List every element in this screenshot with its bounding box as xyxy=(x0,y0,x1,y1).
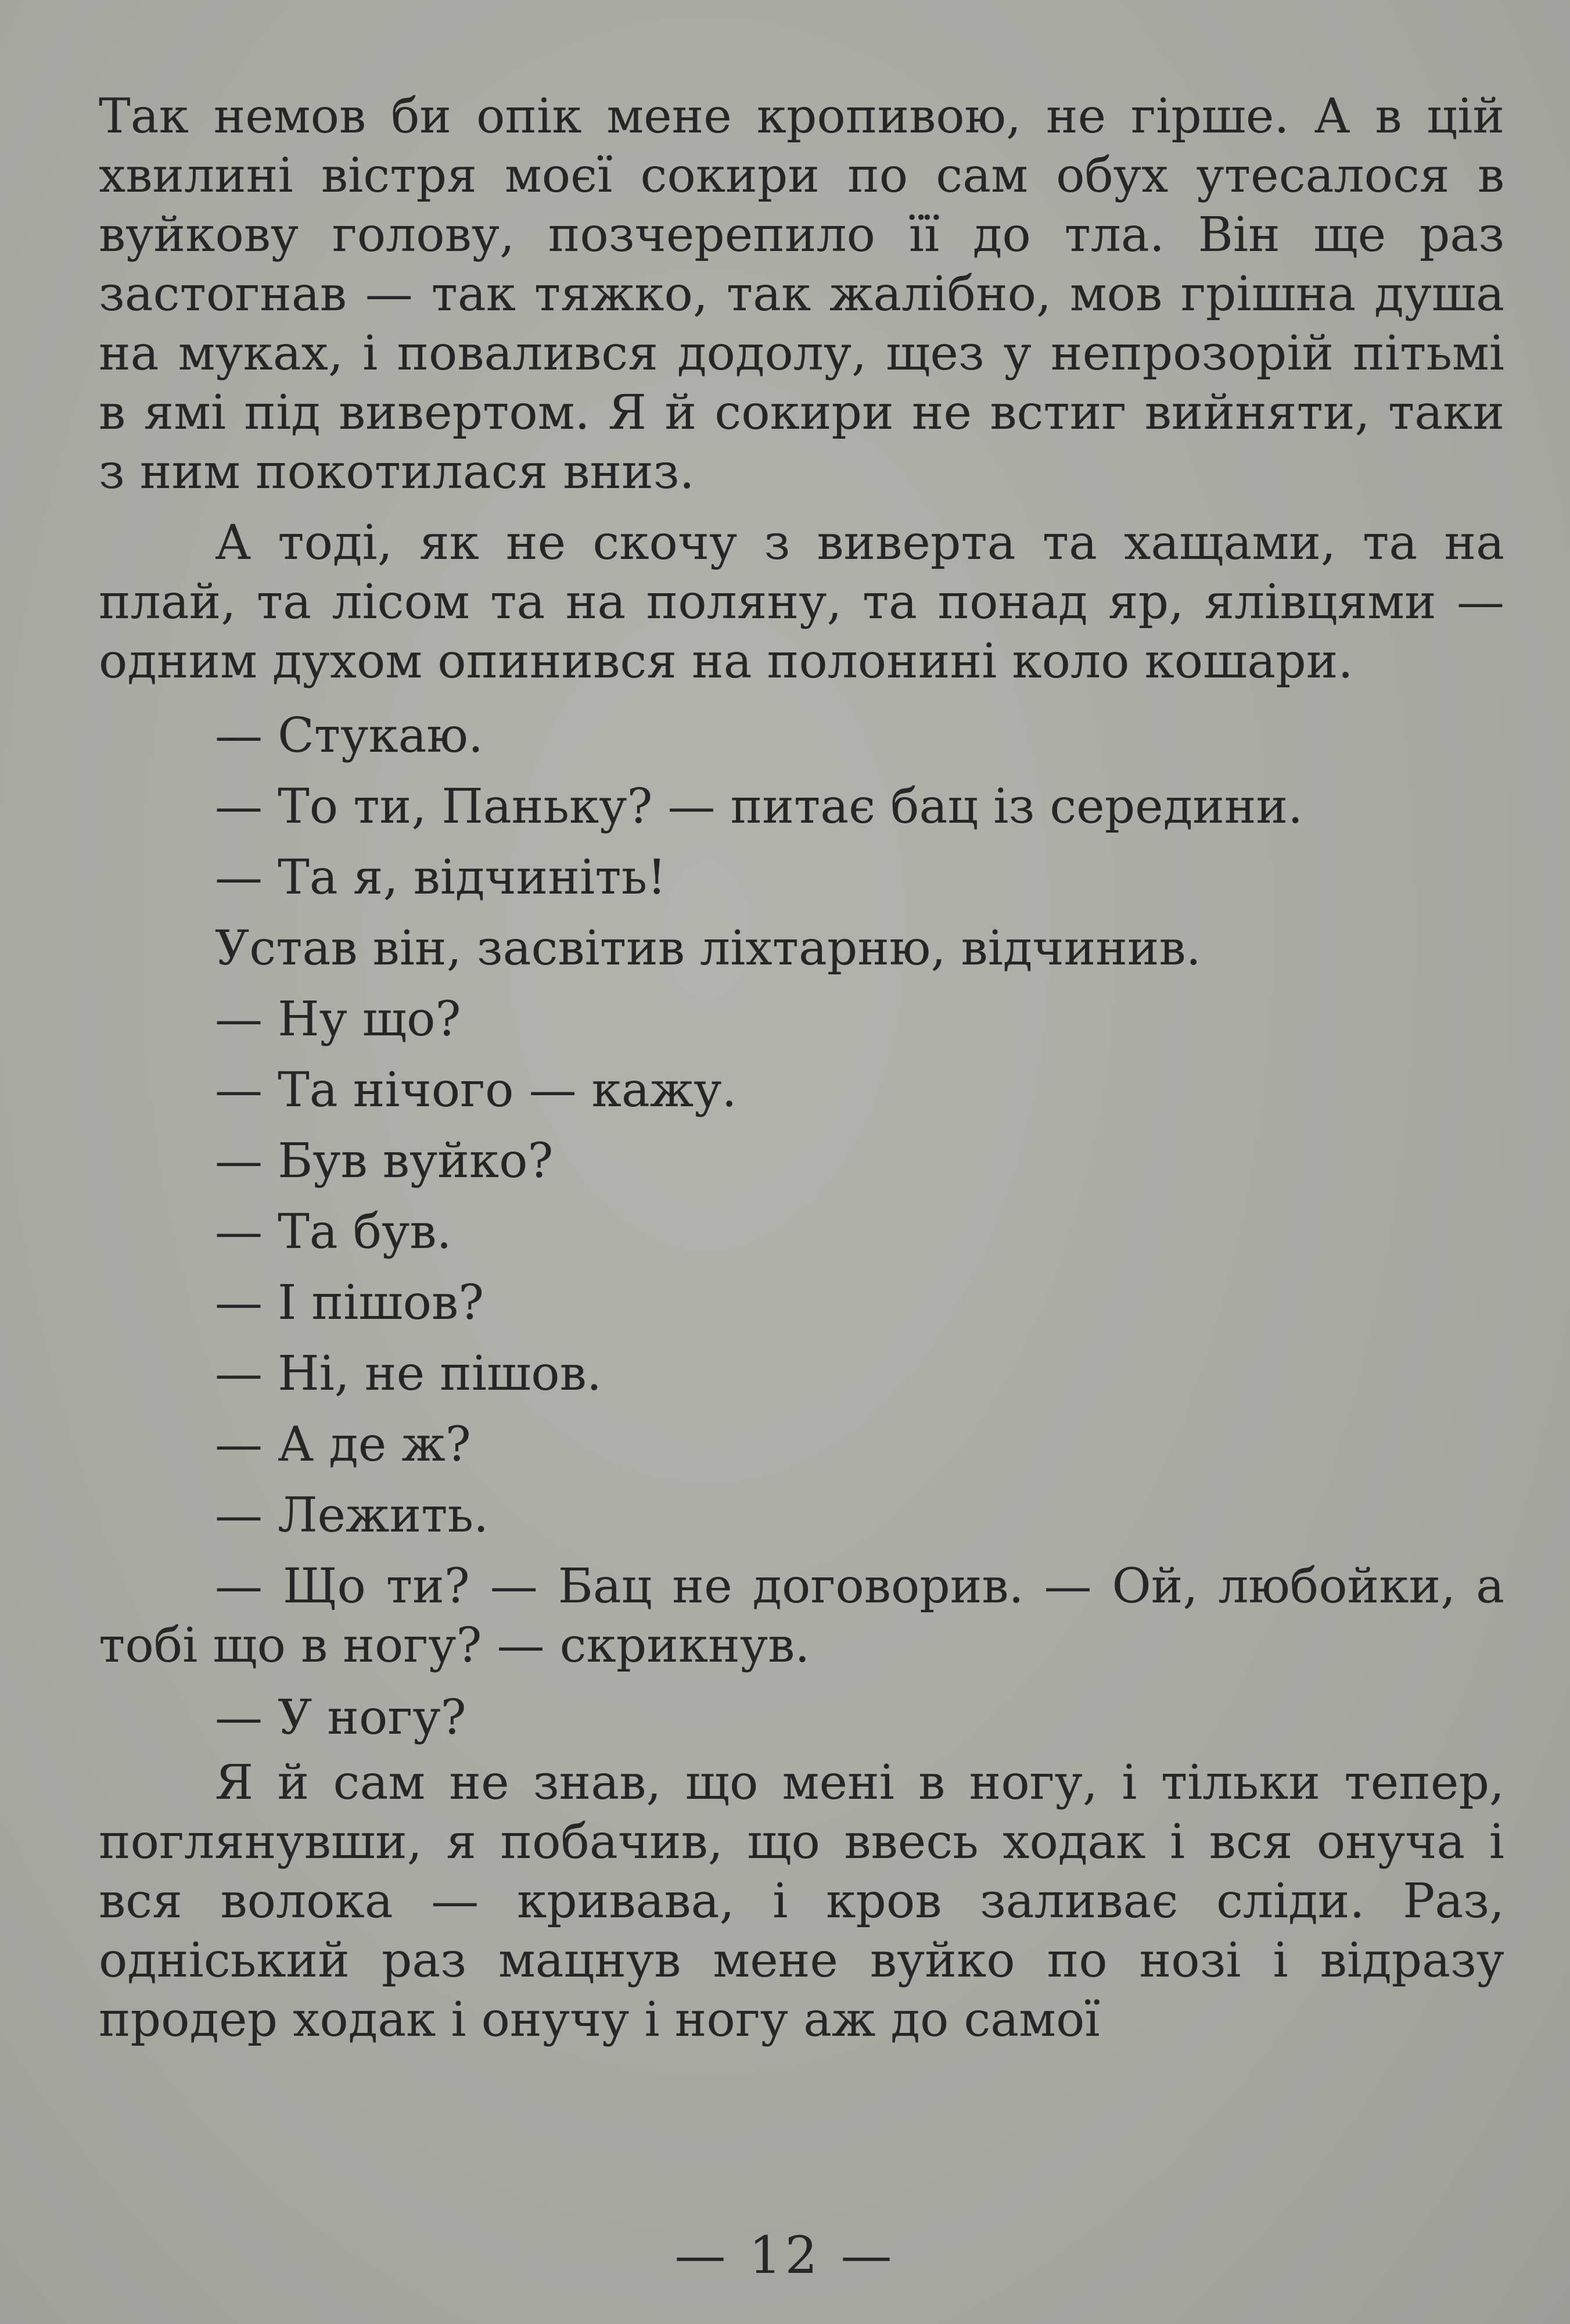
dialogue-line: — У ногу? xyxy=(215,1690,466,1745)
dialogue-line: — Був вуйко? xyxy=(215,1134,554,1189)
paragraph-wound: Я й сам не знав, що мені в ногу, і тільки тепер, поглянувши, я побачив, що ввесь ходак і вся онуча і вся волока — кривава, і кров заливає сліди. Раз, одніський раз мацнув мене вуйко по нозі і відразу продер ходак і онучу і ногу аж до самої xyxy=(99,1755,1504,2047)
dialogue-line: — А де ж? xyxy=(215,1417,471,1472)
dialogue-line: — Та був. xyxy=(215,1204,452,1260)
dialogue-line: — То ти, Паньку? — питає бац із середини. xyxy=(215,779,1303,834)
narration-line: Устав він, засвітив ліхтарню, відчинив. xyxy=(215,921,1201,976)
page-text xyxy=(99,87,1504,2050)
paragraph-opening: Так немов би опік мене кропивою, не гірше. А в цій хвилині вістря моєї сокири по сам обух утесалося в вуйкову голову, позчерепило її до тла. Він ще раз застогнав — так тяжко, так жалібно, мов грішна душа на муках, і повалився додолу, щез у непрозорій пітьмі в ямі під вивертом. Я й сокири не встиг вийняти, таки з ним покотилася вниз. xyxy=(99,89,1504,500)
page-number: — 12 — xyxy=(674,2225,896,2285)
dialogue-line: — І пішов? xyxy=(215,1275,484,1330)
dialogue-line: — Ні, не пішов. xyxy=(215,1346,602,1401)
dialogue-line: — Та нічого — кажу. xyxy=(215,1063,737,1118)
dialogue-line: — Стукаю. xyxy=(215,708,484,763)
paragraph-escape: А тоді, як не скочу з виверта та хащами, та на плай, та лісом та на поляну, та понад яр, ялівцями — одним духом опинився на полонині коло кошари. xyxy=(99,515,1504,689)
dialogue-line: — Ну що? xyxy=(215,992,461,1047)
dialogue-line: — Лежить. xyxy=(215,1488,489,1543)
dialogue-line: — Та я, відчиніть! xyxy=(215,850,667,905)
dialogue-line: — Що ти? — Бац не договорив. — Ой, любойки, а тобі що в ногу? — скрикнув. xyxy=(99,1559,1504,1673)
